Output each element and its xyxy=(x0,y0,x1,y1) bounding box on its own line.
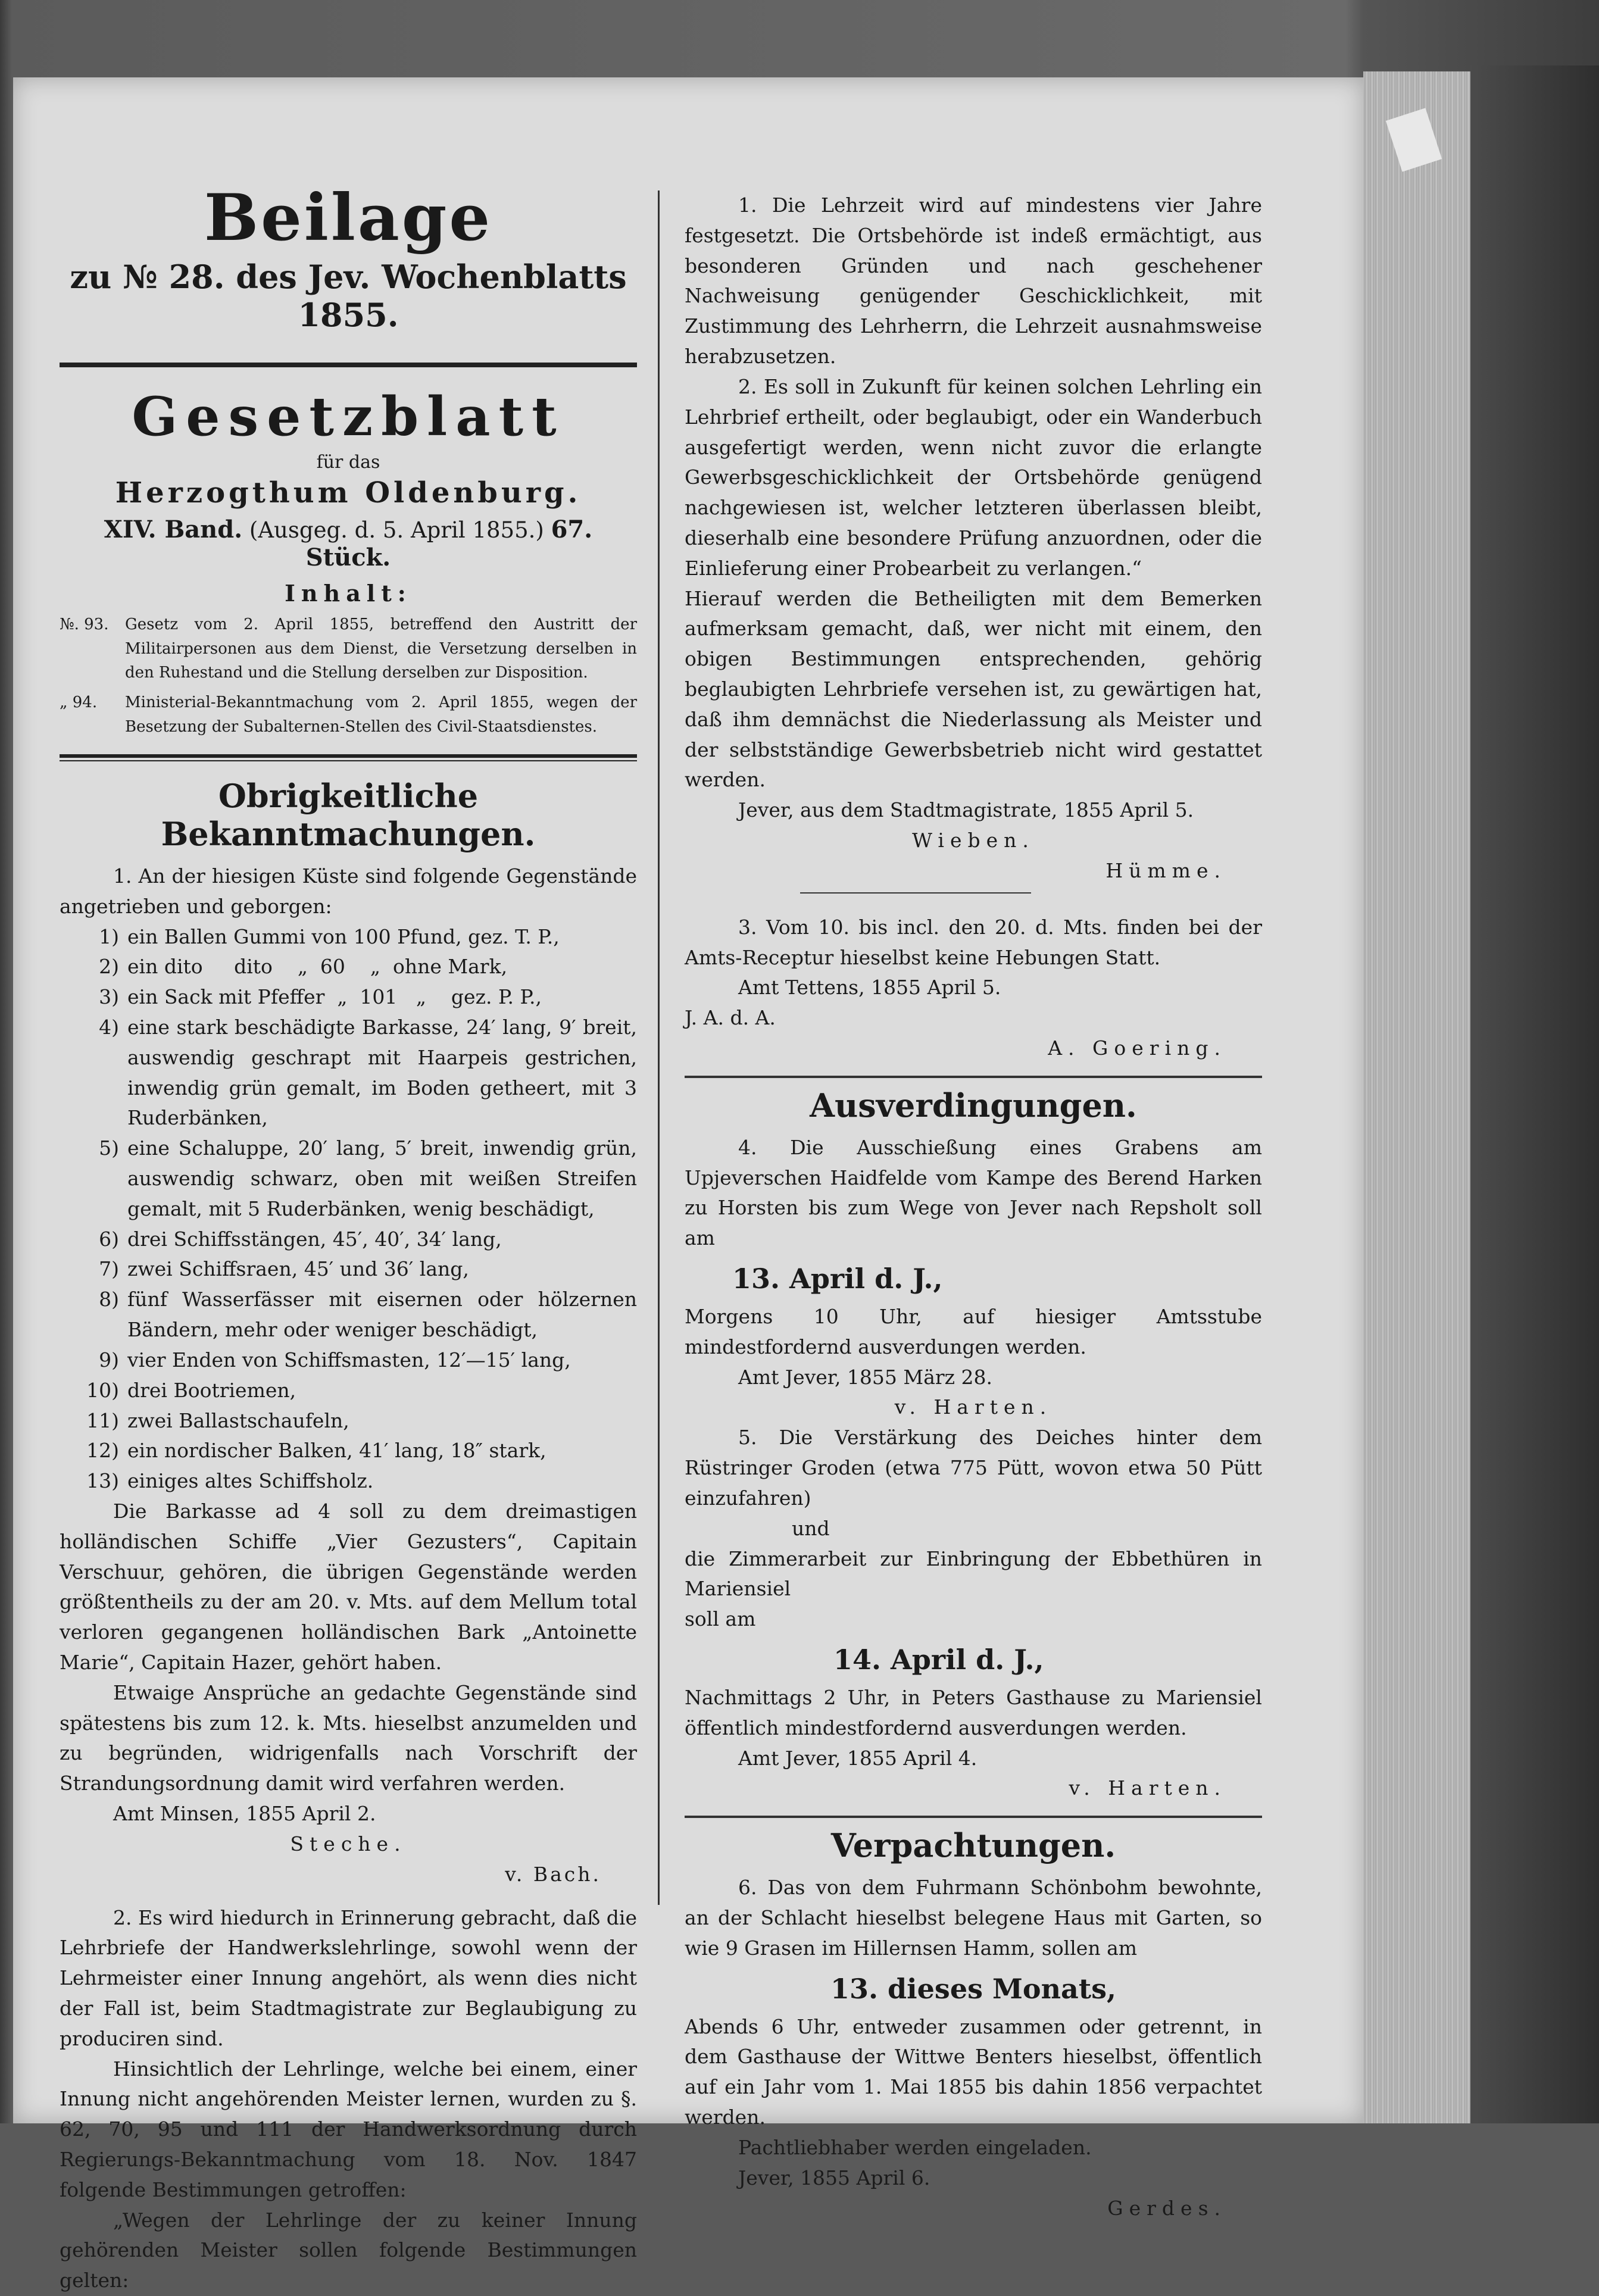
list-item xyxy=(60,922,637,952)
spacer xyxy=(685,899,1262,913)
jever-date: Jever, 1855 April 6. xyxy=(738,2166,930,2189)
iada-line: J. A. d. A. xyxy=(685,1006,776,1030)
amt-jever-date-1: Amt Jever, 1855 März 28. xyxy=(738,1365,993,1389)
inhalt-heading: Inhalt: xyxy=(285,580,412,607)
und-line: und xyxy=(792,1516,830,1540)
separator-rule xyxy=(685,1076,1262,1078)
list-text: zwei Ballastschaufeln, xyxy=(127,1408,349,1432)
band-date: (Ausgeg. d. 5. April 1855.) xyxy=(249,517,544,543)
list-text: vier Enden von Schiffsmasten, 12′—15′ lang, xyxy=(127,1348,571,1372)
signature-harten-2: v. Harten. xyxy=(1069,1776,1226,1800)
ausverdingungen-heading: Ausverdingungen. xyxy=(810,1086,1137,1124)
signature-gerdes: Gerdes. xyxy=(1107,2196,1226,2220)
list-item xyxy=(60,982,637,1013)
list-number: 8) xyxy=(99,1288,119,1311)
jever-stadtmagistrat-date: Jever, aus dem Stadtmagistrate, 1855 April 5. xyxy=(738,798,1194,822)
item6-details: Abends 6 Uhr, entweder zusammen oder getrennt, in dem Gasthause der Wittwe Benters hieselbst, öffentlich auf ein Jahr vom 1. Mai 1855 bis dahin 1856 verpachtet werden. xyxy=(685,2014,1262,2129)
band-stueck: 67. Stück. xyxy=(305,516,593,572)
list-text: ein nordischer Balken, 41′ lang, 18″ stark, xyxy=(127,1439,546,1463)
item2-paragraph: 2. Es wird hiedurch in Erinnerung gebracht, daß die Lehrbriefe der Handwerkslehrlinge, sowohl wenn der Lehrmeister einer Innung angehört, als wenn dies nicht der Fall ist, beim Stadtmagistrate zur Beglaubigung zu produciren sind. xyxy=(60,1905,637,2050)
entry-text: Ministerial-Bekanntmachung vom 2. April 1855, wegen der Besetzung der Subalternen-Stellen des Civil-Staatsdienstes. xyxy=(125,694,637,736)
list-number: 12) xyxy=(86,1439,119,1463)
rule-2: 2. Es soll in Zukunft für keinen solchen Lehrling ein Lehrbrief ertheilt, oder beglaubigt, oder ein Wanderbuch ausgefertigt werden, wenn nicht zuvor die erlangte Gewerbsgeschicklichkeit der Ortsbehörde genügend nachgewiesen ist, welcher letzteren überlassen bleibt, dieserhalb eine besondere Prüfung anzuordnen, oder die Einlieferung einer Probearbeit zu verlangen.“ xyxy=(685,374,1262,580)
list-item xyxy=(60,952,637,982)
hinsichtlich-paragraph: Hinsichtlich der Lehrlinge, welche bei einem, einer Innung nicht angehörenden Meister lernen, wurden zu §. 62, 70, 95 und 111 der Handwerksordnung durch Regierungs-Bekanntmachung vom 18. Nov. 1847 folgende Bestimmungen getroffen: xyxy=(60,2057,637,2201)
item5-paragraph: 5. Die Verstärkung des Deiches hinter dem Rüstringer Groden (etwa 775 Pütt, wovon etwa 50 Pütt einzufahren) xyxy=(685,1426,1262,1510)
amt-jever-date-2: Amt Jever, 1855 April 4. xyxy=(738,1746,977,1770)
right-column xyxy=(685,190,1262,2223)
list-item xyxy=(60,1254,637,1285)
item4-details: Morgens 10 Uhr, auf hiesiger Amtsstube mindestfordernd ausverdungen werden. xyxy=(685,1305,1262,1358)
list-text: ein dito dito „ 60 „ ohne Mark, xyxy=(127,955,508,979)
amt-tettens-date: Amt Tettens, 1855 April 5. xyxy=(738,976,1001,999)
signature-steche: Steche. xyxy=(290,1832,407,1855)
item5-details: Nachmittags 2 Uhr, in Peters Gasthause zu Mariensiel öffentlich mindestfordernd ausverdungen werden. xyxy=(685,1685,1262,1739)
list-text: fünf Wasserfässer mit eisernen oder hölzernen Bändern, mehr oder weniger beschädigt, xyxy=(127,1288,637,1342)
list-number: 9) xyxy=(99,1348,119,1372)
list-number: 5) xyxy=(99,1136,119,1160)
list-text: zwei Schiffsraen, 45′ und 36′ lang, xyxy=(127,1257,469,1281)
item1-intro: 1. An der hiesigen Küste sind folgende Gegenstände angetrieben und geborgen: xyxy=(60,864,637,918)
entry-text: Gesetz vom 2. April 1855, betreffend den Austritt der Militairpersonen aus dem Dienst, die Versetzung derselben in den Ruhestand und die Stellung derselben zur Disposition. xyxy=(125,616,637,682)
list-item xyxy=(60,1345,637,1376)
date-14-april: 14. April d. J., xyxy=(833,1643,1044,1676)
date-13-april: 13. April d. J., xyxy=(732,1263,943,1295)
spacer xyxy=(60,1890,637,1903)
list-number: 13) xyxy=(86,1469,119,1493)
band-line xyxy=(60,516,637,571)
list-item xyxy=(60,1466,637,1497)
list-number: 10) xyxy=(86,1378,119,1402)
signature-humme: Hümme. xyxy=(1105,858,1226,882)
list-number: 4) xyxy=(99,1015,119,1039)
obrigkeitliche-heading: Obrigkeitliche Bekanntmachungen. xyxy=(161,776,536,853)
goods-list xyxy=(60,922,637,1497)
list-text: einiges altes Schiffsholz. xyxy=(127,1469,374,1493)
header-rule xyxy=(60,363,637,367)
pachtliebhaber-line: Pachtliebhaber werden eingeladen. xyxy=(738,2135,1092,2159)
list-text: eine stark beschädigte Barkasse, 24′ lang, 9′ breit, auswendig geschrapt mit Haarpeis gestrichen, inwendig grün gemalt, im Boden getheert, mit 3 Ruderbänken, xyxy=(127,1015,637,1130)
soll-am-line: soll am xyxy=(685,1607,756,1631)
list-text: ein Sack mit Pfeffer „ 101 „ gez. P. P., xyxy=(127,985,542,1009)
list-item xyxy=(60,1406,637,1436)
column-rule xyxy=(658,190,660,1905)
amt-minsen-date: Amt Minsen, 1855 April 2. xyxy=(113,1802,376,1826)
hierauf-paragraph: Hierauf werden die Betheiligten mit dem Bemerken aufmerksam gemacht, daß, wer nicht mit einem, den obigen Bestimmungen entsprechenden, gehörig beglaubigten Lehrbriefe versehen ist, zu gewärtigen hat, daß ihm demnächst die Niederlassung als Meister und der selbstständige Gewerbsbetrieb nicht wird gestattet werden. xyxy=(685,586,1262,792)
list-number: 11) xyxy=(86,1408,119,1432)
separator-rule xyxy=(685,1816,1262,1818)
list-number: 6) xyxy=(99,1227,119,1251)
section-rule xyxy=(60,754,637,761)
separator-rule xyxy=(800,892,1031,894)
list-item xyxy=(60,1133,637,1224)
item6-paragraph: 6. Das von dem Fuhrmann Schönbohm bewohnte, an der Schlacht hieselbst belegene Haus mit Garten, so wie 9 Grasen im Hillernsen Hamm, sollen am xyxy=(685,1876,1262,1960)
list-item xyxy=(60,1224,637,1255)
list-item xyxy=(60,1285,637,1345)
signature-bach: v. Bach. xyxy=(505,1862,601,1886)
item5-zimmerarbeit: die Zimmerarbeit zur Einbringung der Ebbethüren in Mariensiel xyxy=(685,1547,1262,1601)
herzogthum-title: Herzogthum Oldenburg. xyxy=(115,476,582,510)
list-number: 3) xyxy=(99,985,119,1009)
inhalt-entry xyxy=(60,691,637,739)
signature-harten-1: v. Harten. xyxy=(894,1395,1053,1419)
beilage-subtitle: zu № 28. des Jev. Wochenblatts 1855. xyxy=(70,258,627,335)
inhalt-entry xyxy=(60,613,637,685)
item3-paragraph: 3. Vom 10. bis incl. den 20. d. Mts. finden bei der Amts-Receptur hieselbst keine Hebungen Statt. xyxy=(685,915,1262,969)
ansprueche-paragraph: Etwaige Ansprüche an gedachte Gegenstände sind spätestens bis zum 12. k. Mts. hieselbst anzumelden und zu begründen, widrigenfalls nach Vorschrift der Strandungsordnung damit wird verfahren werden. xyxy=(60,1680,637,1795)
page-edges xyxy=(1363,71,1470,2123)
signature-wieben: Wieben. xyxy=(912,829,1035,852)
date-13-dieses-monats: 13. dieses Monats, xyxy=(830,1972,1117,2005)
barkasse-paragraph: Die Barkasse ad 4 soll zu dem dreimastigen holländischen Schiffe „Vier Gezusters“, Capitain Verschuur, gehören, die übrigen Gegenstände werden größtentheils zu der am 20. v. Mts. auf dem Mellum total verloren gegangenen holländischen Bark „Antoinette Marie“, Capitain Hazer, gehört haben. xyxy=(60,1499,637,1674)
gesetzblatt-title: Gesetzblatt xyxy=(132,385,565,449)
verpachtungen-heading: Verpachtungen. xyxy=(830,1826,1116,1865)
fuer-das: für das xyxy=(316,452,380,473)
entry-number: „ 94. xyxy=(60,694,98,712)
list-number: 1) xyxy=(99,924,119,948)
book-spine xyxy=(1470,65,1599,2123)
rule-1: 1. Die Lehrzeit wird auf mindestens vier Jahre festgesetzt. Die Ortsbehörde ist indeß ermächtigt, aus besonderen Gründen und nach geschehener Nachweisung genügender Geschicklichkeit, mit Zustimmung des Lehrherrn, die Lehrzeit ausnahmsweise herabzusetzen. xyxy=(685,193,1262,368)
list-text: drei Schiffsstängen, 45′, 40′, 34′ lang, xyxy=(127,1227,502,1251)
list-item xyxy=(60,1436,637,1466)
band-number: XIV. Band. xyxy=(104,516,243,544)
list-number: 7) xyxy=(99,1257,119,1281)
entry-number: №. 93. xyxy=(60,616,109,634)
item4-paragraph: 4. Die Ausschießung eines Grabens am Upjeverschen Haidfelde vom Kampe des Berend Harken zu Horsten bis zum Wege von Jever nach Repsholt soll am xyxy=(685,1135,1262,1250)
beilage-title: Beilage xyxy=(204,180,493,255)
wegen-paragraph: „Wegen der Lehrlinge der zu keiner Innung gehörenden Meister sollen folgende Bestimmungen gelten: xyxy=(60,2208,637,2292)
list-text: ein Ballen Gummi von 100 Pfund, gez. T. P., xyxy=(127,924,560,948)
list-text: eine Schaluppe, 20′ lang, 5′ breit, inwendig grün, auswendig schwarz, oben mit weißen Streifen gemalt, mit 5 Ruderbänken, wenig beschädigt, xyxy=(127,1136,637,1220)
list-number: 2) xyxy=(99,955,119,979)
list-item xyxy=(60,1013,637,1133)
signature-goering: A. Goering. xyxy=(1048,1036,1226,1060)
left-column xyxy=(60,107,637,2296)
list-text: drei Bootriemen, xyxy=(127,1378,296,1402)
list-item xyxy=(60,1376,637,1406)
